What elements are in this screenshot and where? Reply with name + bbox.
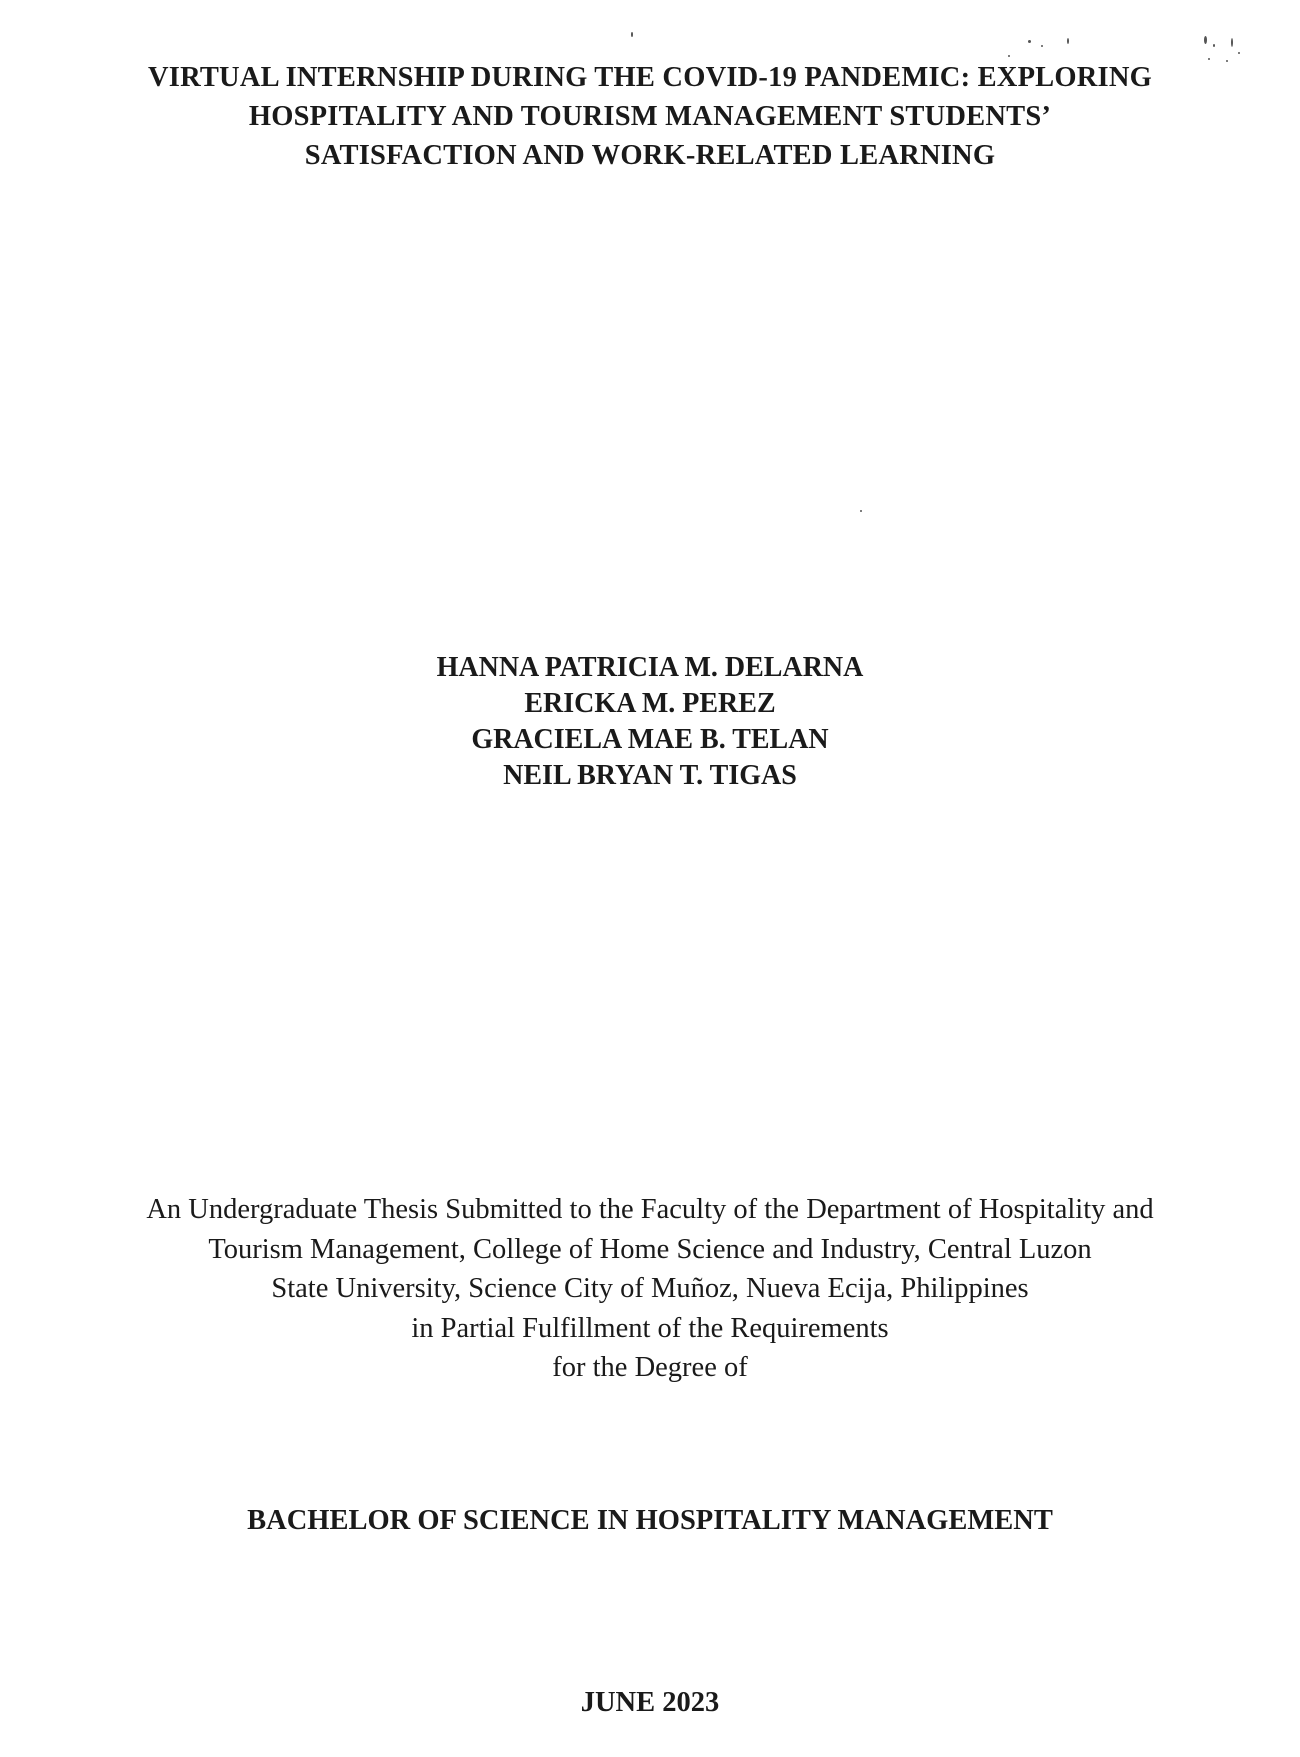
thesis-title bbox=[60, 58, 1240, 175]
author-name: ERICKA M. PEREZ bbox=[524, 688, 776, 719]
scan-speck bbox=[860, 510, 862, 512]
submission-line: Tourism Management, College of Home Science and Industry, Central Luzon bbox=[208, 1233, 1092, 1265]
scan-speck bbox=[1213, 44, 1215, 47]
title-line: SATISFACTION AND WORK-RELATED LEARNING bbox=[304, 140, 996, 171]
title-line: HOSPITALITY AND TOURISM MANAGEMENT STUDENTS’ bbox=[248, 101, 1052, 132]
author-name: NEIL BRYAN T. TIGAS bbox=[503, 760, 797, 791]
submission-date: JUNE 2023 bbox=[580, 1687, 720, 1718]
submission-line: in Partial Fulfillment of the Requirements bbox=[411, 1312, 889, 1344]
submission-line: An Undergraduate Thesis Submitted to the Faculty of the Department of Hospitality and bbox=[146, 1194, 1154, 1225]
scan-speck bbox=[1041, 45, 1043, 47]
submission-statement bbox=[60, 1190, 1240, 1388]
scan-speck bbox=[1204, 36, 1207, 44]
scan-speck bbox=[1238, 52, 1240, 54]
scan-speck bbox=[1028, 40, 1031, 43]
author-name: GRACIELA MAE B. TELAN bbox=[471, 724, 829, 755]
scan-speck bbox=[631, 32, 633, 37]
authors-list bbox=[300, 650, 1000, 794]
submission-line: for the Degree of bbox=[552, 1352, 748, 1383]
title-line: VIRTUAL INTERNSHIP DURING THE COVID-19 PANDEMIC: EXPLORING bbox=[148, 62, 1152, 93]
degree-name: BACHELOR OF SCIENCE IN HOSPITALITY MANAGEMENT bbox=[247, 1505, 1053, 1536]
author-name: HANNA PATRICIA M. DELARNA bbox=[436, 652, 864, 683]
scan-speck bbox=[1231, 38, 1233, 47]
scan-speck bbox=[1067, 38, 1069, 44]
submission-line: State University, Science City of Muñoz, Nueva Ecija, Philippines bbox=[271, 1273, 1029, 1304]
scan-speck bbox=[1008, 55, 1010, 57]
